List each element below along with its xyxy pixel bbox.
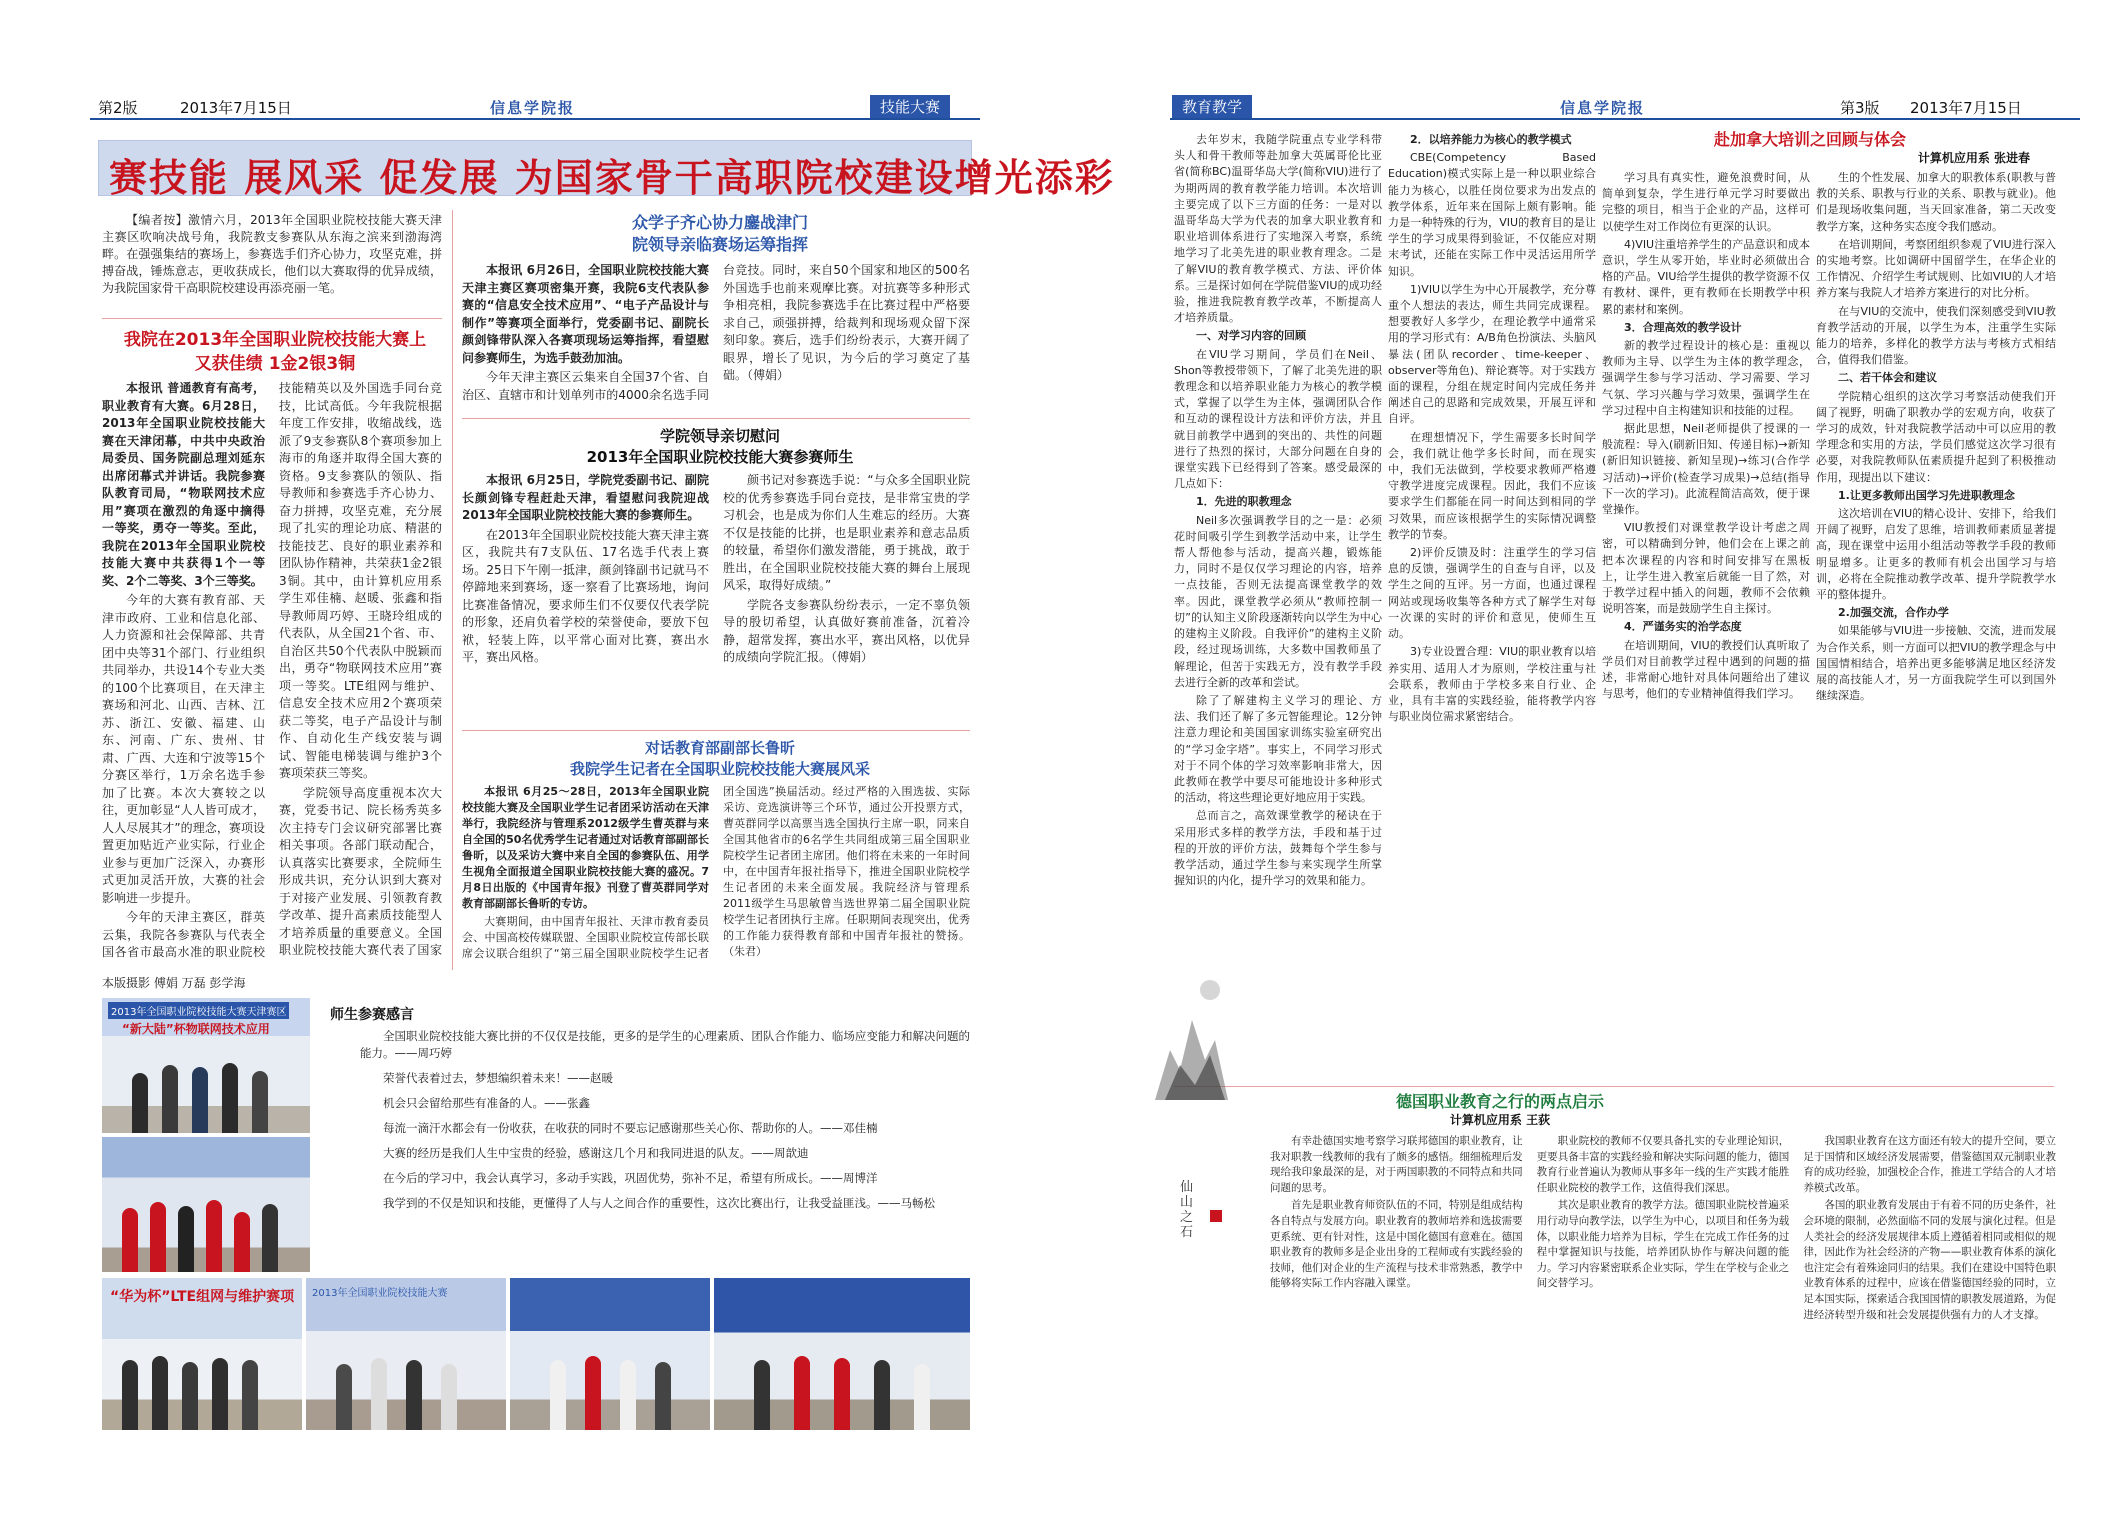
person bbox=[406, 1360, 422, 1430]
team-photo-6 bbox=[714, 1278, 970, 1430]
paper-name: 信息学院报 bbox=[1560, 99, 1646, 117]
ink-caption: 仙山之石 bbox=[1180, 1180, 1194, 1240]
person bbox=[206, 1200, 222, 1272]
person bbox=[550, 1360, 566, 1430]
divider bbox=[462, 730, 970, 731]
person bbox=[182, 1362, 198, 1430]
divider bbox=[1174, 1086, 2054, 1087]
person bbox=[834, 1358, 850, 1430]
divider bbox=[462, 418, 970, 419]
person bbox=[150, 1202, 166, 1272]
person bbox=[874, 1360, 890, 1430]
person bbox=[371, 1358, 387, 1430]
column-divider bbox=[452, 210, 453, 970]
person bbox=[234, 1212, 250, 1272]
paper-name: 信息学院报 bbox=[490, 99, 576, 117]
section-label: 教育教学 bbox=[1172, 95, 1252, 118]
person bbox=[222, 1063, 238, 1133]
article-canada-col3: 学习具有真实性，避免浪费时间，从简单到复杂，学生进行单元学习时要做出完整的项目，相当于企业的产品，这样可以使学生对工作岗位有更深的认识。 4)VIU注重培养学生的产品意识和成本意识，学生从零开始，毕业时必须做出合格的产品。VIU给学生提供的教学资源不仅有教材、课件，更有教师在长期教学中积累的素材和案例。 3．合理高效的教学设计 新的教学过程设计的核心是：重视以教师为主导、以学生为主体的教学理念，强调学生参与学习活动、学习需要、学习气氛、学习兴趣与学习效果，强调学生在学习过程中自主构建知识和技能的过程。 据此思想，Neil老师提供了授课的一般流程：导入(刷新旧知、传递目标)→新知(新旧知识链接、新知呈现)→练习(合作学习活动)→评价(检查学习成果)→总结(指导下一次的学习)。此流程简洁高效，便于课堂操作。 VIU教授们对课堂教学设计考虑之周密，可以精确到分钟，他们会在上课之前把本次课程的内容和时间安排写在黑板上，让学生进入教室后就能一目了然，对于教学过程中插入的问题，教师不会依赖说明答案，而是鼓励学生自主探讨。 4．严谨务实的治学态度 在培训期间，VIU的教授们认真听取了学员们对目前教学过程中遇到的问题的描述，非常耐心地针对具体问题给出了建议与思考，他们的专业精神值得我们学习。 bbox=[1602, 171, 1810, 701]
article-title-visit: 学院领导亲切慰问 2013年全国职业院校技能大赛参赛师生 bbox=[586, 427, 854, 466]
person bbox=[252, 1071, 268, 1133]
person bbox=[441, 1364, 457, 1430]
divider bbox=[102, 318, 442, 319]
person bbox=[152, 1356, 168, 1430]
header-rule bbox=[90, 118, 980, 120]
page-number: 第3版 bbox=[1840, 99, 1880, 117]
person bbox=[794, 1356, 810, 1430]
editor-note: 【编者按】激情六月，2013年全国职业院校技能大赛天津主赛区吹响决战号角，我院教支参赛队从东海之滨来到渤海湾畔。在强强集结的赛场上，参赛选手们齐心协力，攻坚克难，拼搏奋战，锤炼意志，更收获成长，他们以大赛取得的优异成绩，为我院国家骨干高职院校建设再添亮丽一笔。 bbox=[102, 213, 442, 295]
person bbox=[122, 1208, 138, 1272]
page-3-header bbox=[1170, 95, 2080, 117]
page-number: 第2版 bbox=[98, 99, 138, 117]
article-canada-col1: 去年岁末，我随学院重点专业学科带头人和骨干教师等赴加拿大英属哥伦比亚省(简称BC)温哥华岛大学(简称VIU)进行了为期两周的教育教学能力培训。本次培训主要完成了以下三方面的任务：一是对以温哥华岛大学为代表的加拿大职业教育和职业培训体系进行了实地深入考察，系统地学习了北美先进的职业教育理念。二是了解VIU的教育教学模式、方法、评价体系。三是探讨如何在学院借鉴VIU的成功经验，推进我院教育教学改革，不断提高人才培养质量。 一、对学习内容的回顾 在VIU学习期间，学员们在Neil、Shon等教授带领下，了解了北美先进的职教理念和以培养职业能力为核心的教学模式，掌握了以学生为主体，强调团队合作和互动的课程设计方法和评价方法，并且就目前教学中遇到的突出的、共性的问题进行了热烈的探讨，大部分问题在自身的课堂实践下已经得到了答案。感受最深的几点如下： 1．先进的职教理念 Neil多次强调教学目的之一是：必须花时间吸引学生到教学活动中来，让学生帮人帮他参与活动，提高兴趣，锻炼能力，同时不是仅仅学习理论的内容，培养一点技能，否则无法提高课堂教学的效率。因此，课堂教学必须从“教师控制一切”的认知主义阶段逐渐转向以学生为中心的建构主义阶段。自我评价”的建构主义阶段，经过现场训练，大多数中国教师虽了解理论，但苦于实践无方，没有教学手段去进行全新的改革和尝试。 除了了解建构主义学习的理论、方法、我们还了解了多元智能理论。12分钟注意力理论和美国国家训练实验室研究出的“学习金字塔”。事实上，不同学习形式对于不同个体的学习效率影响非常大，因此教师在教学中要尽可能地设计多种形式的活动，将这些理论更好地应用于实践。 总而言之，高效课堂教学的秘诀在于采用形式多样的教学方法，手段和基于过程的开放的评价方法，鼓舞每个学生参与教学活动，通过学生参与来实现学生所掌握知识的内化，提升学习的效果和能力。 bbox=[1174, 133, 1382, 888]
article-title-reporter: 对话教育部副部长鲁昕 我院学生记者在全国职业院校技能大赛展风采 bbox=[569, 739, 870, 778]
person bbox=[262, 1204, 278, 1272]
person bbox=[620, 1360, 636, 1430]
article-title-canada: 赴加拿大培训之回顾与体会 bbox=[1713, 130, 1906, 149]
team-photo-4: 2013年全国职业院校技能大赛 bbox=[306, 1278, 506, 1430]
person bbox=[914, 1364, 930, 1430]
article-author-germany: 计算机应用系 王荻 bbox=[1449, 1113, 1551, 1127]
impressions-title: 师生参赛感言 bbox=[330, 1007, 414, 1023]
header-rule bbox=[1170, 118, 2080, 120]
headline-banner bbox=[98, 140, 1115, 200]
article-title-award: 我院在2013年全国职业院校技能大赛上 又获佳绩 1金2银3铜 bbox=[123, 330, 427, 374]
team-photo-5 bbox=[510, 1278, 710, 1430]
person bbox=[655, 1362, 671, 1430]
article-title-germany: 德国职业教育之行的两点启示 bbox=[1395, 1092, 1604, 1111]
ink-landscape-illustration bbox=[1150, 960, 1230, 1110]
seal-stamp bbox=[1210, 1210, 1222, 1222]
person bbox=[132, 1073, 148, 1133]
section-label: 技能大赛 bbox=[870, 95, 950, 118]
photo-credit: 本版摄影 傅娟 万磊 彭学海 bbox=[102, 976, 246, 990]
person bbox=[242, 1360, 258, 1430]
person bbox=[212, 1358, 228, 1430]
article-visit-body: 本报讯 6月25日，学院党委副书记、副院长颜剑锋专程赶赴天津，看望慰问我院迎战2013年全国职业院校技能大赛的参赛师生。 在2013年全国职业院校技能大赛天津主赛区，我院共有7支队伍、17名选手代表上赛场。25日下午刚一抵津，颜剑锋副书记就马不停蹄地来到赛场，逐一察看了比赛场地，询问比赛准备情况，要求师生们不仅要仅代表学院的形象，还肩负着学校的荣誉使命，要放下包袱，轻装上阵，以平常心面对比赛，赛出水平，赛出风格。 颜书记对参赛选手说：“与众多全国职业院校的优秀参赛选手同台竞技，是非常宝贵的学习机会，也是成为你们人生难忘的经历。大赛不仅是技能的比拼，也是职业素养和意志品质的较量，希望你们激发潜能，勇于挑战，敢于胜出，在全国职业院校技能大赛的舞台上展现风采，取得好成绩。” 学院各支参赛队纷纷表示，一定不辜负领导的殷切希望，认真做好赛前准备，沉着冷静，超常发挥，赛出水平，赛出风格，以优异的成绩向学院汇报。（傅娟） bbox=[462, 473, 970, 664]
impressions-list: 全国职业院校技能大赛比拼的不仅仅是技能，更多的是学生的心理素质、团队合作能力、临场应变能力和解决问题的能力。——周巧婷 荣誉代表着过去，梦想编织着未来！——赵暖 机会只会留给那些有准备的人。——张鑫 每流一滴汗水都会有一份收获，在收获的同时不要忘记感谢那些关心你、帮助你的人。——邓佳楠 大赛的经历是我们人生中宝贵的经验，感谢这几个月和我同进退的队友。——周歆迪 在今后的学习中，我会认真学习，多动手实践，巩固优势，弥补不足，希望有所成长。——周博洋 我学到的不仅是知识和技能，更懂得了人与人之间合作的重要性，这次比赛出行，让我受益匪浅。——马畅松 bbox=[360, 1029, 970, 1210]
issue-date: 2013年7月15日 bbox=[1910, 99, 2022, 117]
main-headline: 赛技能 展风采 促发展 为国家骨干高职院校建设增光添彩 bbox=[109, 156, 1115, 200]
page-2 bbox=[90, 0, 1115, 1535]
article-guidance-body: 本报讯 6月26日，全国职业院校技能大赛天津主赛区赛项密集开赛，我院6支代表队参赛的“信息安全技术应用”、“电子产品设计与制作”等赛项全面举行，党委副书记、副院长颜剑锋带队深入各赛项现场运筹指挥，看望慰问参赛师生，为选手鼓劲加油。 今年天津主赛区云集来自全国37个省、自治区、直辖市和计划单列市的4000余名选手同台竞技。同时，来自50个国家和地区的500名外国选手也前来观摩比赛。对抗赛等多种形式争相亮相，我院参赛选手在比赛过程中严格要求自己，顽强拼搏，给裁判和现场观众留下深刻印象。赛后，选手们纷纷表示，大赛开阔了眼界，增长了见识，为今后的学习奠定了基础。（傅娟） bbox=[462, 263, 970, 402]
person bbox=[192, 1067, 208, 1133]
article-title-guidance: 众学子齐心协力鏖战津门 院领导亲临赛场运筹指挥 bbox=[631, 213, 808, 254]
article-award-body: 本报讯 普通教育有高考，职业教育有大赛。6月28日，2013年全国职业院校技能大赛在天津闭幕，中共中央政治局委员、国务院副总理刘延东出席闭幕式并讲话。我院参赛队教育司局，“物联网技术应用”赛项在激烈的角逐中摘得一等奖，勇夺一等奖。至此，我院在2013年全国职业院校技能大赛中共获得1个一等奖、2个二等奖、3个三等奖。 今年的大赛有教育部、天津市政府、工业和信息化部、人力资源和社会保障部、共青团中央等31个部门、行业组织共同举办，共设14个专业大类的100个比赛项目，在天津主赛场和河北、山西、吉林、江苏、浙江、安徽、福建、山东、河南、广东、贵州、甘肃、广西、大连和宁波等15个分赛区举行，1万余名选手参加了比赛。本次大赛较之以往，更加彰显“人人皆可成才，人人尽展其才”的理念，赛项设置更加贴近产业实际，行业企业参与更加广泛深入，办赛形式更加灵活开放，大赛的社会影响进一步提升。 今年的天津主赛区，群英云集，我院各参赛队与代表全国各省市最高水准的职业院校技能精英以及外国选手同台竞技，比试高低。今年我院根据年度工作安排，收缩战线，选派了9支参赛队8个赛项参加上海市的角逐并取得全国大赛的资格。9支参赛队的领队、指导教师和参赛选手齐心协力、奋力拼搏，攻坚克难，充分展现了扎实的理论功底、精湛的技能技艺、良好的职业素养和团队协作精神，共荣获1金2银3铜。其中，由计算机应用系学生邓佳楠、赵暖、张鑫和指导教师周巧婷、王晓玲组成的代表队，从全国21个省、市、自治区共50个代表队中脱颖而出，勇夺“物联网技术应用”赛项一等奖。LTE组网与维护、信息安全技术应用2个赛项荣获二等奖，电子产品设计与制作、自动化生产线安装与调试、智能电梯装调与维护3个赛项荣获三等奖。 学院领导高度重视本次大赛，党委书记、院长杨秀英多次主持专门会议研究部署比赛相关事项。各部门联动配合，认真落实比赛要求，全院师生形成共识，充分认识到大赛对于对接产业发展、引领教育教学改革、提升高素质技能型人才培养质量的重要意义。全国职业院校技能大赛代表了国家 bbox=[102, 381, 442, 959]
article-reporter-body: 本报讯 6月25～28日，2013年全国职业院校技能大赛及全国职业学生记者团采访活动在天津举行，我院经济与管理系2012级学生曹英群与来自全国的50名优秀学生记者通过对话教育部副部长鲁昕，以及采访大赛中来自全国的参赛队伍、用学生视角全面报道全国职业院校技能大赛的盛况。7月8日出版的《中国青年报》刊登了曹英群同学对教育部副部长鲁昕的专访。 大赛期间，由中国青年报社、天津市教育委员会、中国高校传媒联盟、全国职业院校宣传部长联席会议联合组织了“第三届全国职业院校学生记者团全国选”换届活动。经过严格的入围选拔、实际采访、竞选演讲等三个环节，通过公开投票方式，曹英群同学以高票当选全国执行主席一职，同来自全国其他省市的6名学生共同组成第三届全国职业院校学生记者团主席团。他们将在未来的一年时间中，在中国青年报社指导下，推进全国职业院校学生记者团的未来全面发展。我院经济与管理系2011级学生马思敏曾当选世界第二届全国职业院校学生记者团执行主席。任职期间表现突出，优秀的工作能力获得教育部和中国青年报社的赞扬。（朱君） bbox=[462, 785, 970, 960]
person bbox=[754, 1360, 770, 1430]
person bbox=[162, 1065, 178, 1133]
team-photo-1: 2013年全国职业院校技能大赛天津赛区 “新大陆”杯物联网技术应用 bbox=[102, 998, 310, 1133]
person bbox=[585, 1356, 601, 1430]
article-author-canada: 计算机应用系 张进春 bbox=[1917, 151, 2030, 165]
person bbox=[178, 1206, 194, 1272]
page-3 bbox=[1170, 0, 2080, 1535]
team-photo-3: “华为杯”LTE组网与维护赛项 bbox=[102, 1278, 302, 1430]
article-germany-body: 有幸赴德国实地考察学习联邦德国的职业教育，让我对职教一线教师的我有了颇多的感悟。细细梳理后发现给我印象最深的是，对于两国职教的不同特点和共同问题的思考。 首先是职业教育师资队伍的不同，特别是组成结构各自特点与发展方向。职业教育的教师培养和选拔需要更系统、更有针对性，这是中国化德国有意难在。德国职业教育的教师多是企业出身的工程师或有实践经验的技师，他们对企业的生产流程与技术非常熟悉，教学中能够将实际工作内容融入课堂。 职业院校的教师不仅要具备扎实的专业理论知识，更要具备丰富的实践经验和解决实际问题的能力，德国教育行业普遍认为教师从事多年一线的生产实践才能胜任职业院校的教学工作，这值得我们深思。 其次是职业教育的教学方法。德国职业院校普遍采用行动导向教学法，以学生为中心，以项目和任务为载体，以职业能力培养为目标，学生在完成工作任务的过程中掌握知识与技能，培养团队协作与解决问题的能力。学习内容紧密联系企业实际，学生在学校与企业之间交替学习。 我国职业教育在这方面还有较大的提升空间，要立足于国情和区域经济发展需要，借鉴德国双元制职业教育的成功经验，加强校企合作，推进工学结合的人才培养模式改革。 各国的职业教育发展由于有着不同的历史条件，社会环境的限制，必然面临不同的发展与演化过程。但是人类社会的经济发展规律本质上遵循着相同或相似的规律，因此作为社会经济的产物——职业教育体系的演化也注定会有着殊途同归的结果。我们在建设中国特色职业教育体系的过程中，应该在借鉴德国经验的同时，立足本国实际，探索适合我国国情的职教发展道路，为促进经济转型升级和社会发展提供强有力的人才支撑。 bbox=[1270, 1135, 2056, 1321]
person bbox=[122, 1360, 138, 1430]
article-canada-col4: 生的个性发展、加拿大的职教体系(职教与普教的关系、职教与行业的关系、职教与就业)。他们是现场收集问题，当天回家准备，第二天改变教学方案，这种务实态度令我们感动。 在培训期间，考察团组织参观了VIU进行深入的实地考察。比如调研中国留学生，在华企业的工作情况、介绍学生考试规则、比如VIU的人才培养方案与我院人才培养方案进行的对比分析。 在与VIU的交流中，使我们深刻感受到VIU教育教学活动的开展，以学生为本，注重学生实际能力的培养，多样化的教学方法与考核方式相结合，值得我们借鉴。 二、若干体会和建议 学院精心组织的这次学习考察活动使我们开阔了视野，明确了职教办学的宏观方向，收获了学习的成效，针对我院教学活动中可以应用的教学理念和实用的方法，学员们感觉这次学习很有必要，对我院教师队伍素质提升起到了积极推动作用，现提出以下建议： 1.让更多教师出国学习先进职教理念 这次培训在VIU的精心设计、安排下，给我们开阔了视野，启发了思维，培训教师素质显著提高，现在课堂中运用小组活动等教学手段的教师明显增多。让更多的教师有机会出国学习与培训，必将在全院推动教学改革、提升学院教学水平的整体提升。 2.加强交流，合作办学 如果能够与VIU进一步接触、交流，进而发展为合作关系，则一方面可以把VIU的教学理念与中国国情相结合，培养出更多能够满足地区经济发展的高技能人才，另一方面我院学生可以到国外继续深造。 bbox=[1816, 171, 2056, 703]
article-canada-col2: 2．以培养能力为核心的教学模式 CBE(Competency Based Education)模式实际上是一种以职业综合能力为核心，以胜任岗位要求为出发点的教学体系，近年来在国际上颇有影响。能力是一种特殊的行为，VIU的教育目的是让学生的学习成果得到验证，不仅能应对期末考试，还能在实际工作中灵活运用所学知识。 1)VIU以学生为中心开展教学，充分尊重个人想法的表达，师生共同完成课程。想要教好人多学少，在理论教学中通常采用的学习形式有：A/B角色扮演法、头脑风暴法(团队recorder、time-keeper、observer等角色)、辩论赛等。对于实践方面的课程，分组在规定时间内完成任务并阐述自己的思路和完成效果，开展互评和自评。 在理想情况下，学生需要多长时间学会，我们就让他学多长时间，而在现实中，我们无法做到，学校要求教师严格遵守教学进度完成课程。因此，我们不应该要求学生们都能在同一时间达到相同的学习效果，而应该根据学生的实际情况调整教学的节奏。 2)评价反馈及时：注重学生的学习信息的反馈，强调学生的自查与自评，以及学生之间的互评。另一方面，也通过课程网站或现场收集等各种方式了解学生对每一次课的实时的评价和意见，使师生互动。 3)专业设置合理：VIU的职业教育以培养实用、适用人才为原则，学校注重与社会联系，教师由于学校多来自行业、企业，具有丰富的实践经验，能将教学内容与职业岗位需求紧密结合。 bbox=[1388, 133, 1596, 724]
person bbox=[336, 1364, 352, 1430]
issue-date: 2013年7月15日 bbox=[180, 99, 292, 117]
page-2-header bbox=[90, 95, 980, 117]
team-photo-2 bbox=[102, 1137, 310, 1272]
